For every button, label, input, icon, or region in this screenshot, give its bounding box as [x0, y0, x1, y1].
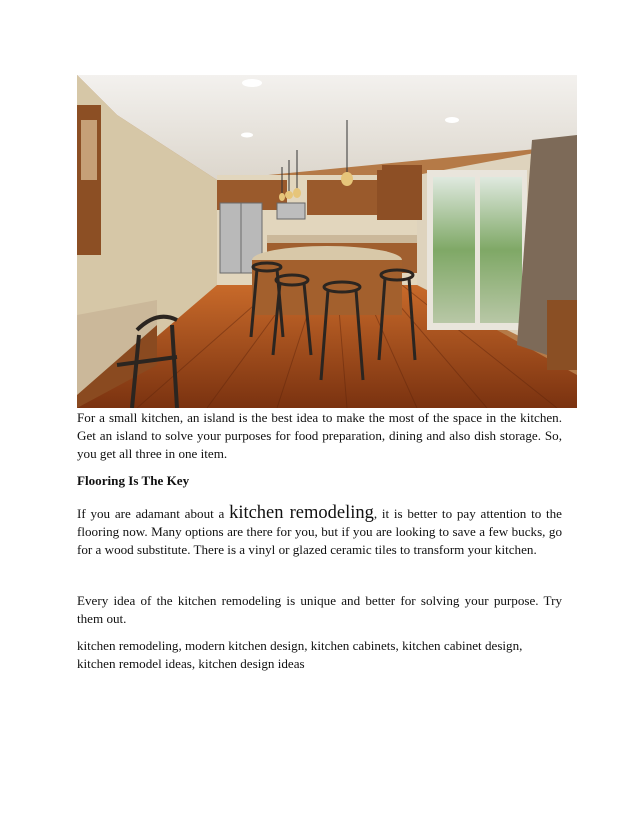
paragraph-flooring: [77, 504, 562, 559]
tags-list: [77, 637, 562, 673]
paragraph-flooring-start: If you are adamant about a: [77, 506, 230, 521]
kitchen-photo: [77, 75, 577, 408]
section-heading: Flooring Is The Key: [77, 473, 190, 488]
kitchen-illustration: [77, 75, 577, 408]
paragraph-ideas: Every idea of the kitchen remodeling is unique and better for solving your purpose. Try them out.: [77, 593, 562, 626]
paragraph-flooring-end: , it is better to pay attention to the flooring now. Many options are there for you, but if you are looking to save a few bucks, go for a wood substitute. There is a vinyl or glazed ceramic tiles to transform your kitchen.: [77, 506, 562, 557]
tags-line-2: kitchen remodel ideas, kitchen design ideas: [77, 656, 305, 671]
paragraph-island: For a small kitchen, an island is the best idea to make the most of the space in the kitchen. Get an island to solve your purposes for food preparation, dining and also dish storage. So, you get all three in one item.: [77, 410, 562, 461]
kitchen-remodeling-link[interactable]: kitchen remodeling: [229, 503, 374, 523]
tags-line-1: kitchen remodeling, modern kitchen design, kitchen cabinets, kitchen cabinet design,: [77, 638, 523, 653]
